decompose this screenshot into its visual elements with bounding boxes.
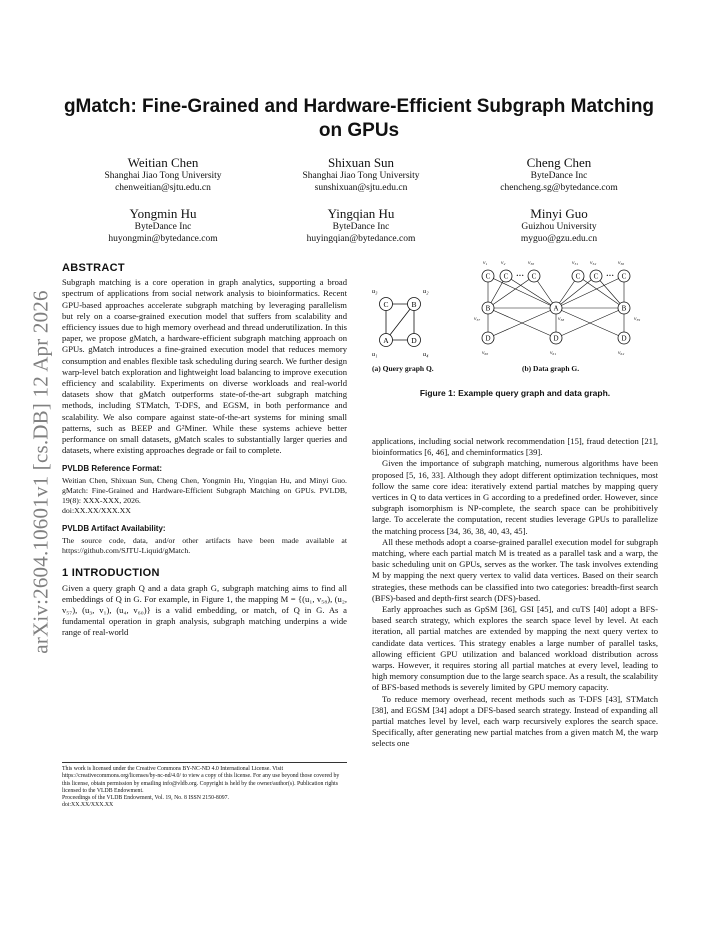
data-node xyxy=(618,302,630,314)
svg-text:D: D xyxy=(485,334,491,343)
query-node-name: u₂ xyxy=(423,288,429,295)
query-node-name: u₃ xyxy=(372,288,378,295)
body-paragraph: Early approaches such as GpSM [36], GSI [45], and cuTS [40] adopt a BFS-based search strategy, which explores the search space level by level. At each iteration, all partial matches are extended by mapping the next query vertex to candidate data vertices. This strategy enables a large number of parallel tasks, allowing efficient GPU utilization and balanced workload distribution across warps. However, it requires storing all partial matches at every level, leading to high memory consumption due to the large search space. As a result, the scalability of BFS-based methods is severely limited by GPU memory capacity. xyxy=(372,604,658,693)
pvldb-format-heading: PVLDB Reference Format: xyxy=(62,464,163,474)
license-footnote xyxy=(62,762,347,810)
arxiv-stamp: arXiv:2604.10601v1 [cs.DB] 12 Apr 2026 xyxy=(28,290,53,654)
data-node xyxy=(500,270,512,282)
data-node-name: v₆₀ xyxy=(482,350,489,356)
data-node xyxy=(482,332,494,344)
data-node-name: v₅₆ xyxy=(618,260,625,266)
data-node xyxy=(572,270,584,282)
data-node-name: v₆₁ xyxy=(550,350,557,356)
body-paragraph: Given the importance of subgraph matching, numerous algorithms have been proposed [5, 16, 33]. Although they adopt different optimization techniques, most follow the same core idea: iteratively extend partial matches by mapping query vertices in Q to data vertices in G according to a predefined order. However, since subgraph isomorphism is NP-complete, the search space can be prohibitively large. To accelerate the computation, recent studies leverage GPUs to parallelize the matching process [34, 36, 38, 40, 43, 45]. xyxy=(372,458,658,536)
author-affiliation: Shanghai Jiao Tong University xyxy=(104,171,222,181)
svg-text:C: C xyxy=(593,272,599,281)
footnote-proceedings: Proceedings of the VLDB Endowment, Vol. 19, No. 8 ISSN 2150-8097. xyxy=(62,795,229,802)
body-paragraph: To reduce memory overhead, recent methods such as T-DFS [43], STMatch [38], and EGSM [34] adopt a DFS-based search strategy. Instead of expanding all partial matches level by level, each warp recursively explores the search space. Specifically, after generating new partial matches from a given match M, the warp selects one xyxy=(372,693,658,749)
author-affiliation: ByteDance Inc xyxy=(332,222,390,232)
author-affiliation: ByteDance Inc xyxy=(134,222,192,232)
subcaption-b: (b) Data graph G. xyxy=(522,364,580,373)
author-card xyxy=(460,155,658,194)
author-name: Yingqian Hu xyxy=(327,206,395,221)
pvldb-format-block xyxy=(62,464,347,516)
author-affiliation: Shanghai Jiao Tong University xyxy=(302,171,420,181)
pvldb-artifact-block xyxy=(62,524,347,556)
data-node xyxy=(528,270,540,282)
svg-text:C: C xyxy=(575,272,581,281)
data-node xyxy=(482,270,494,282)
author-name: Cheng Chen xyxy=(526,155,592,170)
abstract-text: Subgraph matching is a core operation in graph analytics, supporting a broad spectrum of applications from social network analysis to bioinformatics. Recent GPU-based approaches accelerate subgraph matching by leveraging parallelism but rely on a coarse-grained execution model that suffers from scalability and efficiency issues due to high memory overhead and thread underutilization. In this paper, we propose gMatch, a hardware-efficient subgraph matching approach on GPUs. gMatch introduces a fine-grained execution model that reduces memory consumption and enables flexible task scheduling during search. We further design warp-level batch exploration and lightweight load balancing to improve execution efficiency and scalability. Experiments on diverse workloads and real-world datasets show that gMatch outperforms state-of-the-art subgraph matching methods, including STMatch, T-DFS, and EGSM, in both performance and scalability. We also compare against state-of-the-art systems for mining small patterns, such as BEEP and G²Miner. While these systems achieve better performance on small datasets, gMatch scales to substantially larger queries and datasets, where existing approaches degrade or fail to complete. xyxy=(62,277,347,456)
query-node xyxy=(380,298,393,311)
data-ellipsis: ··· xyxy=(515,271,525,280)
data-node xyxy=(482,302,494,314)
svg-text:C: C xyxy=(531,272,537,281)
author-name: Weitian Chen xyxy=(127,155,199,170)
figure-1 xyxy=(372,256,658,428)
author-name: Minyi Guo xyxy=(530,206,588,221)
data-ellipsis: ··· xyxy=(605,271,615,280)
intro-paragraph: Given a query graph Q and a data graph G, subgraph matching aims to find all embeddings of Q in G. For example, in Figure 1, the mapping M = {(u₁, v₅₈), (u₂, v₅₇), (u₃, v₁), (u₄, v₆₀)} is a valid embedding, or match, of Q in G. As a fundamental operation in graph analysis, subgraph matching underpins a wide range of real-world xyxy=(62,582,347,638)
svg-text:C: C xyxy=(621,272,627,281)
intro-heading: 1 INTRODUCTION xyxy=(62,567,160,580)
author-email: huyingqian@bytedance.com xyxy=(306,234,416,244)
data-node-name: v₅₁ xyxy=(572,260,579,266)
data-node-name: v₁ xyxy=(483,260,488,266)
query-graph-nodes xyxy=(372,288,429,358)
author-name: Shixuan Sun xyxy=(327,155,395,170)
svg-text:C: C xyxy=(383,299,389,309)
data-node-name: v₅₈ xyxy=(558,316,565,322)
query-node xyxy=(408,334,421,347)
pvldb-artifact-text: The source code, data, and/or other artifacts have been made available at https://github.com/SJTU-Liquid/gMatch. xyxy=(62,536,347,556)
data-node-name: v₅₉ xyxy=(634,316,641,322)
svg-text:A: A xyxy=(383,335,389,345)
author-affiliation: Guizhou University xyxy=(521,222,597,232)
svg-text:C: C xyxy=(503,272,509,281)
query-node xyxy=(380,334,393,347)
pvldb-format-text: Weitian Chen, Shixuan Sun, Cheng Chen, Yongmin Hu, Yingqian Hu, and Minyi Guo. gMatch: Fine-Grained and Hardware-Efficient Subgraph Matching on GPUs. PVLDB, 19(8): XXX-XXX, 2026. xyxy=(62,476,347,506)
paper-title: gMatch: Fine-Grained and Hardware-Efficient Subgraph Matching on GPUs xyxy=(63,96,655,141)
svg-text:B: B xyxy=(411,299,417,309)
body-paragraph: All these methods adopt a coarse-grained parallel execution model for subgraph matching, where each partial match M is treated as a parallel task and a warp, the basic scheduling unit on GPUs, serves as the worker. The task involves extending M by mapping the next query vertex to valid data vertices. Based on their search strategies, these methods can be classified into two categories: breadth-first search (BFS)-based and depth-first search (DFS)-based. xyxy=(372,536,658,603)
pvldb-format-doi: doi:XX.XX/XXX.XX xyxy=(62,506,131,516)
footnote-license: This work is licensed under the Creative Commons BY-NC-ND 4.0 International License. Visit https://creativecommons.org/licenses/by-nc-nd/4.0/ to view a copy of this license. For any use beyond those covered by this license, obtain permission by emailing info@vldb.org. Copyright is held by the owner/author(s). Publication rights licensed to the VLDB Endowment. xyxy=(62,766,340,794)
author-name: Yongmin Hu xyxy=(129,206,197,221)
author-affiliation: ByteDance Inc xyxy=(530,171,588,181)
author-email: chenweitian@sjtu.edu.cn xyxy=(115,183,211,193)
author-email: chencheng.sg@bytedance.com xyxy=(500,183,618,193)
query-node-name: u₄ xyxy=(423,351,429,358)
data-node-name: v₂ xyxy=(501,260,506,266)
author-email: huyongmin@bytedance.com xyxy=(108,234,218,244)
data-node xyxy=(618,270,630,282)
data-node-name: v₅₇ xyxy=(474,316,481,322)
figure-caption: Figure 1: Example query graph and data graph. xyxy=(419,388,611,398)
author-card xyxy=(64,155,262,194)
query-node-name: u₁ xyxy=(372,351,378,358)
pvldb-artifact-heading: PVLDB Artifact Availability: xyxy=(62,524,166,534)
subcaption-a: (a) Query graph Q. xyxy=(372,364,434,373)
svg-text:C: C xyxy=(485,272,491,281)
author-card xyxy=(262,206,460,245)
right-column xyxy=(372,436,658,750)
data-node xyxy=(618,332,630,344)
svg-text:D: D xyxy=(553,334,559,343)
data-node xyxy=(550,302,562,314)
body-paragraph: applications, including social network recommendation [15], fraud detection [21], bioinformatics [6, 46], and cheminformatics [39]. xyxy=(372,436,658,458)
svg-text:D: D xyxy=(621,334,627,343)
author-email: myguo@gzu.edu.cn xyxy=(520,234,598,244)
svg-text:D: D xyxy=(411,335,417,345)
author-card xyxy=(64,206,262,245)
author-card xyxy=(262,155,460,194)
data-node xyxy=(550,332,562,344)
query-node xyxy=(408,298,421,311)
data-node-name: v₅₂ xyxy=(590,260,597,266)
author-email: sunshixuan@sjtu.edu.cn xyxy=(314,183,408,193)
data-node-name: v₅₀ xyxy=(528,260,535,266)
svg-text:B: B xyxy=(621,304,627,313)
svg-text:B: B xyxy=(485,304,491,313)
footnote-doi: doi:XX.XX/XXX.XX xyxy=(62,802,114,809)
left-column xyxy=(62,263,347,639)
data-node-name: v₆₂ xyxy=(618,350,625,356)
data-node xyxy=(590,270,602,282)
abstract-heading: ABSTRACT xyxy=(62,262,125,274)
author-block xyxy=(64,155,658,257)
author-card xyxy=(460,206,658,245)
svg-text:A: A xyxy=(553,304,559,313)
